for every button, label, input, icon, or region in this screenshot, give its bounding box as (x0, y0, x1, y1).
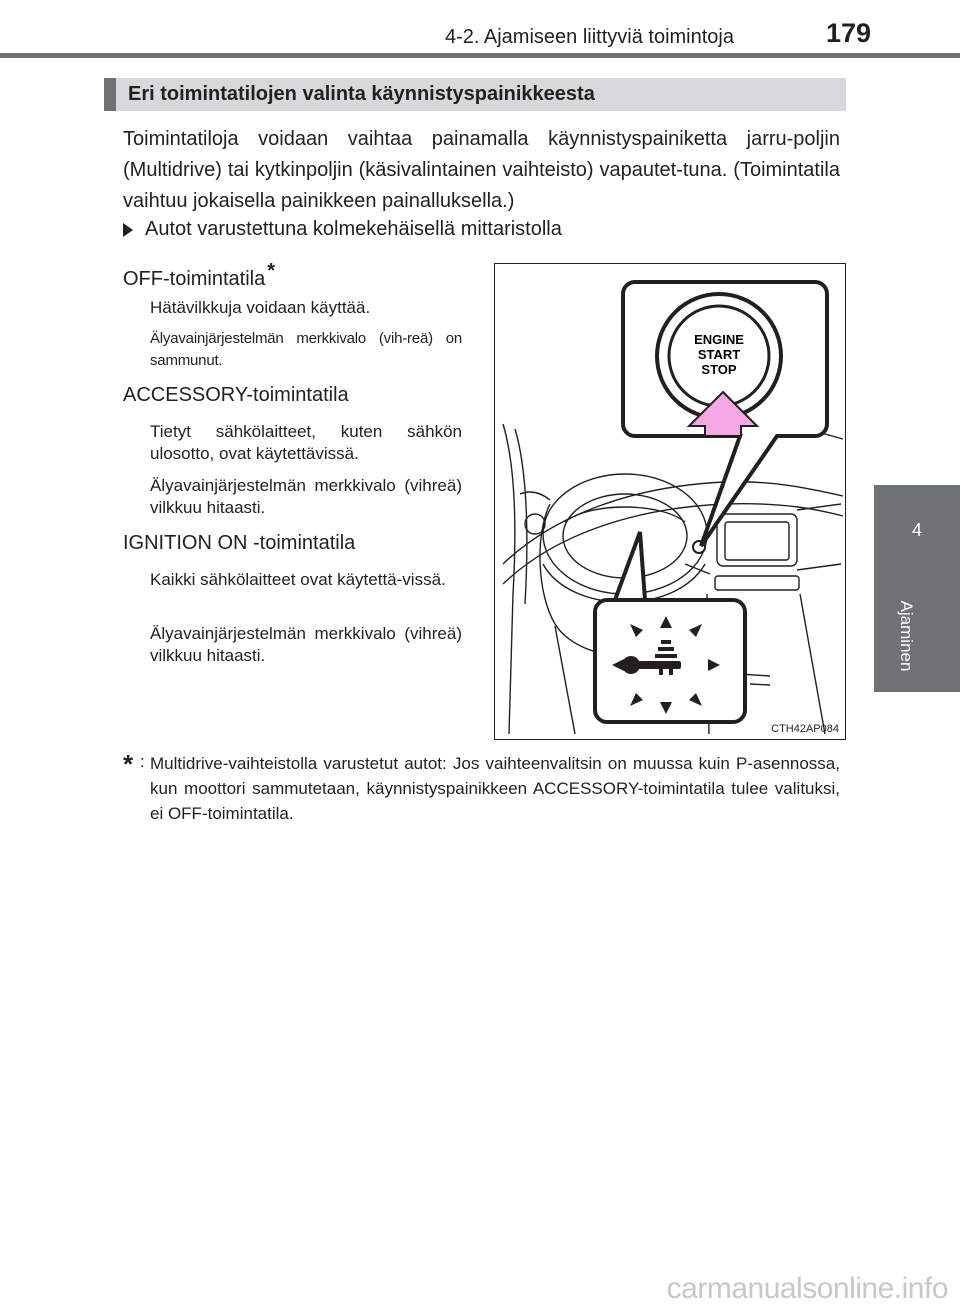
illustration-code: CTH42AP084 (771, 723, 839, 735)
mode-off-line-1: Hätävilkkuja voidaan käyttää. (150, 298, 371, 317)
bullet-heading (123, 218, 562, 241)
intro-paragraph: Toimintatiloja voidaan vaihtaa painamalla käynnistyspainiketta jarru-poljin (Multidrive) tai kytkinpoljin (käsivalintainen vaihteisto) vapautet-tuna. (Toimintatila vaihtuu jokaisella painikkeen painalluksella.) (123, 128, 840, 212)
mode-off-title-text: OFF-toimintatila (123, 268, 266, 290)
page-number: 179 (826, 18, 872, 48)
mode-accessory-line-2: Älyavainjärjestelmän merkkivalo (vihreä) vilkkuu hitaasti. (150, 476, 462, 517)
bullet-heading-text: Autot varustettuna kolmekehäisellä mittaristolla (145, 218, 562, 240)
chapter-label (886, 596, 926, 676)
mode-ignition-line-1: Kaikki sähkölaitteet ovat käytettä-vissä. (150, 570, 446, 589)
chapter-label-text: Ajaminen (897, 600, 916, 672)
button-label-start: START (697, 347, 741, 362)
footnote-marker-symbol: * (123, 749, 134, 779)
illustration-frame (494, 263, 846, 740)
footnote-text: Multidrive-vaihteistolla varustetut autot: Jos vaihteenvalitsin on muussa kuin P-asennossa, kun moottori sammutetaan, käynnistyspainikkeen ACCESSORY-toimintatila tulee valituksi, ei OFF-toimintatila. (150, 754, 840, 823)
mode-accessory-title: ACCESSORY-toimintatila (123, 384, 349, 406)
mode-off-line-2: Älyavainjärjestelmän merkkivalo (vih-reä) on sammunut. (150, 330, 462, 369)
header-divider (0, 53, 960, 58)
footnote-marker: * (267, 260, 276, 282)
mode-ignition-title: IGNITION ON -toimintatila (123, 532, 356, 554)
mode-off-title (123, 260, 275, 291)
button-label-engine: ENGINE (694, 332, 744, 347)
mode-accessory-line-1: Tietyt sähkölaitteet, kuten sähkön ulosotto, ovat käytettävissä. (150, 422, 462, 463)
bullet-arrow-icon (123, 223, 133, 237)
footnote-colon: : (140, 752, 145, 771)
chapter-number: 4 (911, 520, 922, 540)
button-label-stop: STOP (701, 362, 737, 377)
dashboard-drawing (495, 264, 845, 739)
running-header-section: 4-2. Ajamiseen liittyviä toimintoja (444, 26, 734, 48)
section-title: Eri toimintatilojen valinta käynnistyspainikkeesta (104, 78, 846, 111)
mode-ignition-line-2: Älyavainjärjestelmän merkkivalo (vihreä) vilkkuu hitaasti. (150, 624, 462, 665)
watermark: carmanualsonline.info (666, 1272, 948, 1305)
